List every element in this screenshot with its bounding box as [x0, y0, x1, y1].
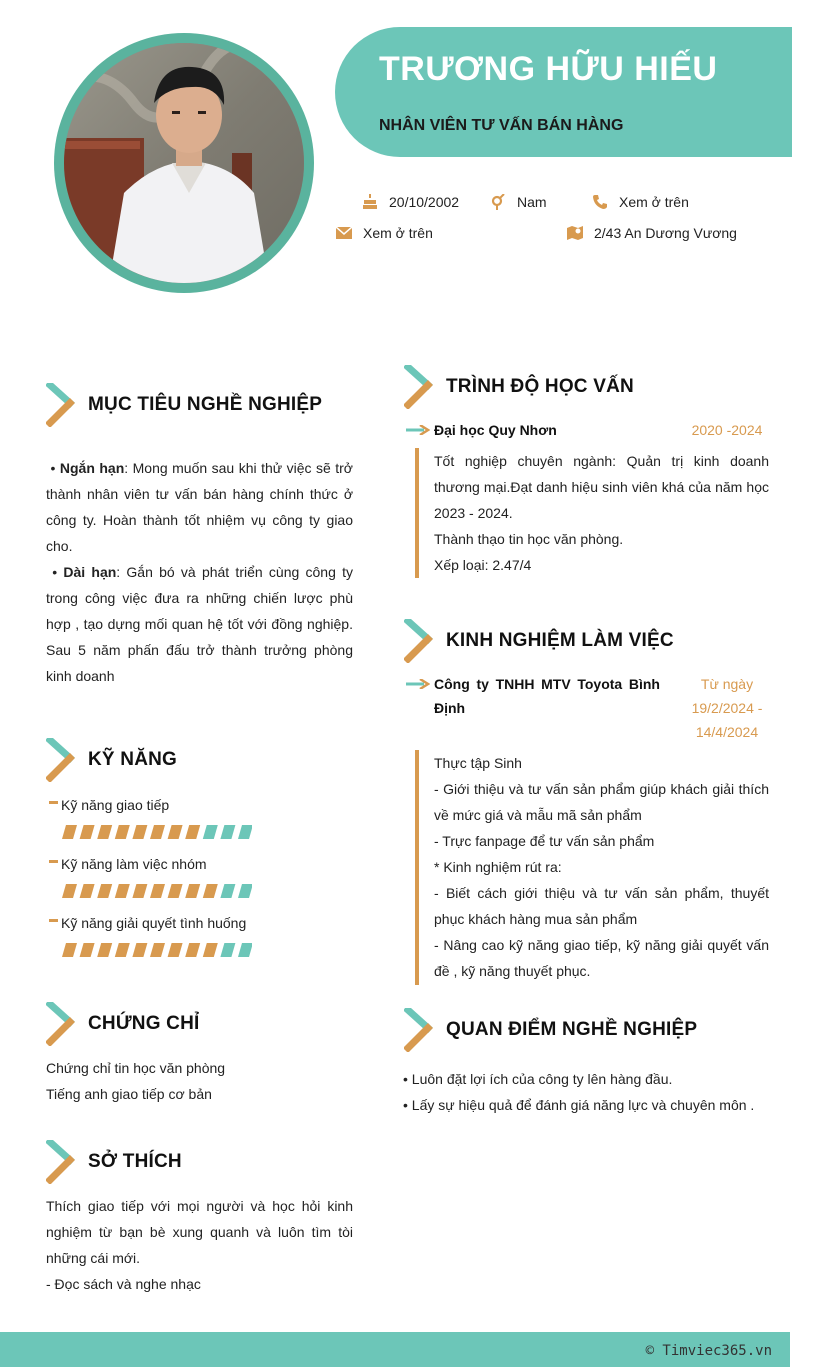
viewpoint-title: QUAN ĐIỂM NGHỀ NGHIỆP — [446, 1019, 698, 1040]
skill-bar — [62, 943, 252, 957]
certificate-item: Chứng chỉ tin học văn phòng — [46, 1060, 226, 1076]
chevron-right-icon — [46, 1002, 76, 1046]
experience-detail: * Kinh nghiệm rút ra: — [434, 859, 562, 875]
gender-info — [488, 192, 547, 212]
skill-bar-segment — [220, 825, 235, 839]
envelope-icon — [334, 223, 354, 243]
skill-bar-segment — [97, 943, 112, 957]
skill-bar-segment — [185, 825, 200, 839]
experience-detail: - Giới thiệu và tư vấn sản phẩm giúp khách giải thích về mức giá và mẫu mã sản phẩm — [434, 781, 769, 823]
objective-short-text: : Mong muốn sau khi thử việc sẽ trở thành nhân viên tư vấn bán hàng chính thức ở công ty. Hoàn thành tốt nhiệm vụ công ty giao cho. — [46, 460, 353, 554]
hobbies-title: SỞ THÍCH — [88, 1151, 182, 1172]
skill-bar-segment — [168, 825, 183, 839]
hobbies-main: Thích giao tiếp với mọi người và học hỏi kinh nghiệm từ bạn bè xung quanh và luôn tìm tòi những cái mới. — [46, 1198, 353, 1266]
avatar-photo — [64, 43, 304, 283]
experience-detail: - Nâng cao kỹ năng giao tiếp, kỹ năng giải quyết vấn đề , kỹ năng thuyết phục. — [434, 937, 769, 979]
certificates-header — [46, 1002, 200, 1046]
hobbies-extra: - Đọc sách và nghe nhạc — [46, 1276, 201, 1292]
experience-detail: - Trực fanpage để tư vấn sản phẩm — [434, 833, 655, 849]
skill-bar-segment — [115, 943, 130, 957]
chevron-right-icon — [46, 738, 76, 782]
skill-bar-segment — [97, 884, 112, 898]
footer-bar — [0, 1332, 790, 1367]
hobbies-text — [46, 1193, 353, 1297]
arrow-right-icon — [406, 425, 430, 435]
education-details — [434, 448, 769, 578]
name-banner — [335, 27, 792, 157]
skill-bar-segment — [97, 825, 112, 839]
job-title: NHÂN VIÊN TƯ VẤN BÁN HÀNG — [379, 117, 624, 134]
experience-timeline-line — [415, 750, 419, 985]
gender-value: Nam — [517, 194, 547, 210]
skill-bar — [62, 884, 252, 898]
objective-short-label: Ngắn hạn — [59, 460, 125, 476]
viewpoint-item: • Luôn đặt lợi ích của công ty lên hàng đầu. — [403, 1071, 673, 1087]
skills-title: KỸ NĂNG — [88, 749, 178, 770]
objective-long-text: : Gắn bó và phát triển cùng công ty trong công việc đưa ra những chiến lược phù hợp , tạo dựng mối quan hệ tốt với đồng nghiệp. Sau 5 năm phấn đấu trở thành trưởng phòng kinh doanh — [46, 564, 353, 684]
skill-bar-segment — [62, 825, 77, 839]
chevron-right-icon — [404, 1008, 434, 1052]
skill-bar-segment — [185, 943, 200, 957]
skill-bar-segment — [150, 825, 165, 839]
experience-role: Thực tập Sinh — [434, 755, 522, 771]
viewpoint-item: • Lấy sự hiệu quả để đánh giá năng lực và chuyên môn . — [403, 1097, 755, 1113]
skill-bar — [62, 825, 252, 839]
address-value: 2/43 An Dương Vương — [594, 225, 737, 241]
experience-details — [434, 750, 769, 984]
skill-bar-segment — [185, 884, 200, 898]
skill-bar-segment — [80, 825, 95, 839]
phone-value: Xem ở trên — [619, 194, 689, 210]
education-school: Đại học Quy Nhơn — [434, 422, 557, 438]
footer-copyright: © Timviec365.vn — [645, 1343, 772, 1359]
objective-title: MỤC TIÊU NGHỀ NGHIỆP — [88, 394, 323, 415]
chevron-right-icon — [46, 1140, 76, 1184]
skill-bar-segment — [203, 884, 218, 898]
skill-bar-segment — [132, 825, 147, 839]
education-title: TRÌNH ĐỘ HỌC VẤN — [446, 376, 634, 397]
email-value: Xem ở trên — [363, 225, 433, 241]
skill-marker — [49, 919, 58, 922]
objective-header — [46, 383, 322, 427]
education-date: 2020 -2024 — [691, 422, 763, 438]
experience-title: KINH NGHIỆM LÀM VIỆC — [446, 630, 674, 651]
map-icon — [565, 223, 585, 243]
hobbies-header — [46, 1140, 182, 1184]
candidate-name: TRƯƠNG HỮU HIẾU — [379, 50, 718, 88]
objective-long-label: Dài hạn — [63, 564, 117, 580]
skill-bar-segment — [80, 943, 95, 957]
address-info — [565, 223, 737, 243]
skill-label: Kỹ năng làm việc nhóm — [61, 856, 207, 872]
skill-bar-segment — [203, 825, 218, 839]
chevron-right-icon — [404, 365, 434, 409]
skill-bar-segment — [220, 884, 235, 898]
skill-bar-segment — [238, 884, 252, 898]
skill-bar-segment — [62, 943, 77, 957]
skill-bar-segment — [168, 884, 183, 898]
chevron-right-icon — [404, 619, 434, 663]
skill-bar-segment — [132, 884, 147, 898]
experience-date — [668, 672, 786, 744]
skill-bar-segment — [238, 825, 252, 839]
skill-bar-segment — [132, 943, 147, 957]
education-line-2: Thành thạo tin học văn phòng. — [434, 531, 624, 547]
education-desc: Tốt nghiệp chuyên ngành: Quản trị kinh doanh thương mại.Đạt danh hiệu sinh viên khá của năm học 2023 - 2024. — [434, 453, 769, 521]
birthday-value: 20/10/2002 — [389, 194, 460, 210]
skills-header — [46, 738, 177, 782]
experience-header — [404, 619, 674, 663]
experience-date-1: Từ ngày — [700, 676, 754, 692]
skill-bar-segment — [150, 943, 165, 957]
education-header — [404, 365, 634, 409]
skill-marker — [49, 801, 58, 804]
gender-icon — [488, 192, 508, 212]
education-line-3: Xếp loại: 2.47/4 — [434, 557, 532, 573]
skill-label: Kỹ năng giải quyết tình huống — [61, 915, 247, 931]
experience-date-2: 19/2/2024 - — [691, 700, 763, 716]
skill-bar-segment — [62, 884, 77, 898]
chevron-right-icon — [46, 383, 76, 427]
certificates-title: CHỨNG CHỈ — [88, 1013, 200, 1034]
cake-icon — [360, 192, 380, 212]
arrow-right-icon — [406, 679, 430, 689]
experience-detail: - Biết cách giới thiệu và tư vấn sản phẩm, thuyết phục khách hàng mua sản phẩm — [434, 885, 769, 927]
experience-company: Công ty TNHH MTV Toyota Bình Định — [434, 676, 660, 716]
viewpoint-header — [404, 1008, 697, 1052]
phone-icon — [590, 192, 610, 212]
skill-bar-segment — [80, 884, 95, 898]
skill-bar-segment — [115, 884, 130, 898]
email-info — [334, 223, 433, 243]
experience-date-3: 14/4/2024 — [695, 724, 759, 740]
avatar — [64, 43, 304, 283]
education-timeline-line — [415, 448, 419, 578]
skill-bar-segment — [220, 943, 235, 957]
birthday-info — [360, 192, 459, 212]
skill-bar-segment — [168, 943, 183, 957]
certificate-item: Tiếng anh giao tiếp cơ bản — [46, 1086, 212, 1102]
objective-text: • Ngắn hạn: Mong muốn sau khi thử việc sẽ trở thành nhân viên tư vấn bán hàng chính thức ở công ty. Hoàn thành tốt nhiệm vụ công ty giao cho. • Dài hạn: Gắn bó và phát triển cùng công ty trong công việc đưa ra những chiến lược phù hợp , tạo dựng mối quan hệ tốt với đồng nghiệp. Sau 5 năm phấn đấu trở thành trưởng phòng kinh doanh — [46, 460, 353, 684]
phone-info — [590, 192, 689, 212]
skill-marker — [49, 860, 58, 863]
skill-bar-segment — [238, 943, 252, 957]
skill-bar-segment — [115, 825, 130, 839]
skill-bar-segment — [150, 884, 165, 898]
skill-label: Kỹ năng giao tiếp — [61, 797, 170, 813]
skill-bar-segment — [203, 943, 218, 957]
